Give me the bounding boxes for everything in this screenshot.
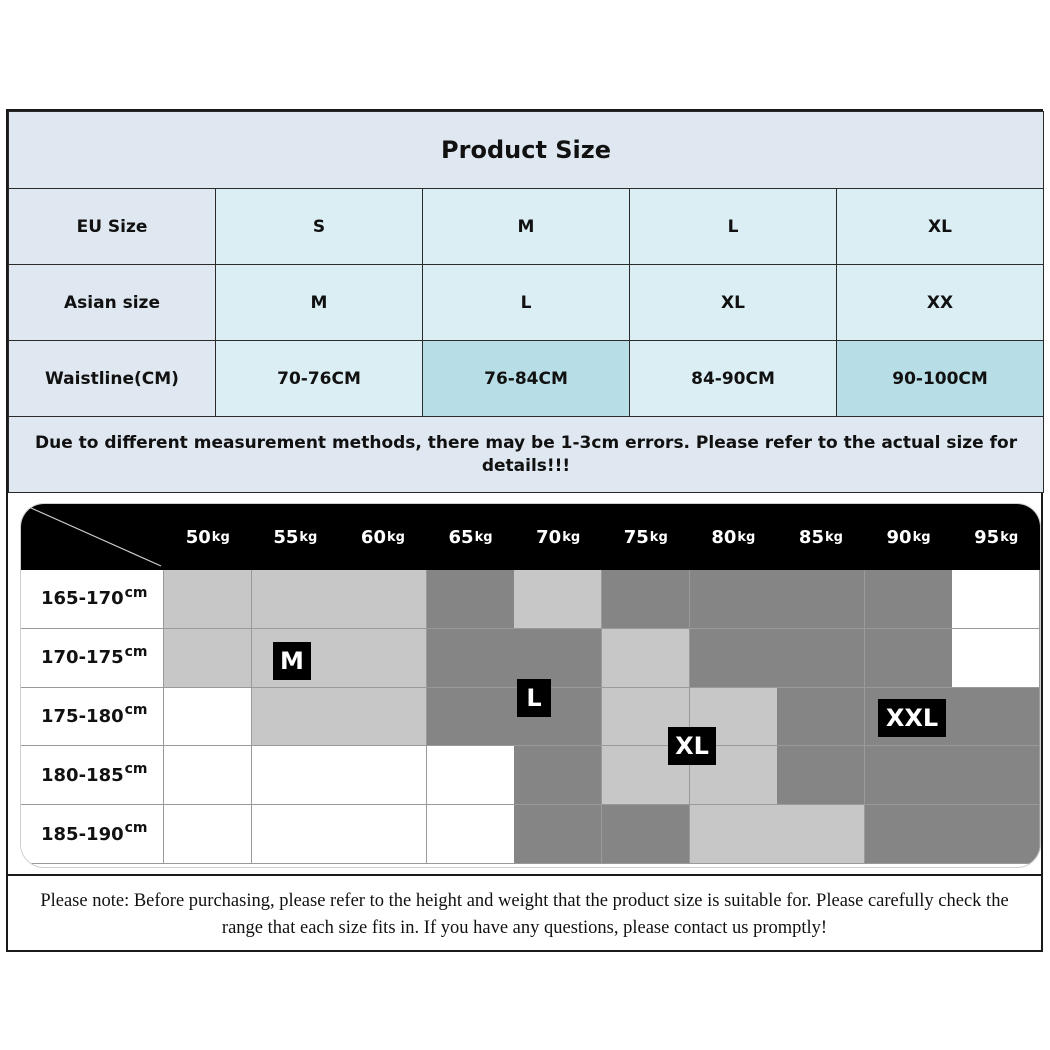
weight-header-85: 85 kg: [798, 526, 843, 548]
height-unit: cm: [124, 584, 148, 601]
weight-header-75: 75 kg: [623, 526, 668, 548]
grid-cell: [514, 746, 602, 805]
weight-header-55: 55 kg: [273, 526, 318, 548]
table-cell: M: [216, 265, 423, 341]
grid-cell: [164, 570, 252, 629]
table-cell: 84-90CM: [630, 341, 837, 417]
grid-cell: [952, 688, 1040, 747]
chart-header: [21, 504, 1040, 570]
grid-cell: [252, 746, 340, 805]
grid-cell: [339, 629, 427, 688]
table-cell: L: [423, 265, 630, 341]
height-unit: cm: [124, 702, 148, 719]
weight-unit: kg: [737, 529, 756, 545]
height-row-label: 180-185 cm: [21, 746, 164, 805]
product-size-table: [8, 111, 1044, 493]
grid-cell: [952, 746, 1040, 805]
size-label-xl: XL: [668, 727, 716, 765]
table-row-eu-size: [9, 189, 1044, 265]
measurement-note: Due to different measurement methods, there may be 1-3cm errors. Please refer to the actual size for details!!!: [9, 417, 1044, 493]
grid-cell: [164, 805, 252, 864]
size-label-l: L: [517, 679, 551, 717]
weight-unit: kg: [386, 529, 405, 545]
table-cell: 70-76CM: [216, 341, 423, 417]
weight-unit: kg: [562, 529, 581, 545]
weight-header-90: 90 kg: [886, 526, 931, 548]
grid-cell: [164, 746, 252, 805]
grid-cell: [339, 570, 427, 629]
grid-cell: [690, 570, 778, 629]
grid-cell: [252, 688, 340, 747]
grid-cell: [427, 570, 515, 629]
height-row-label: 170-175 cm: [21, 629, 164, 688]
weight-unit: kg: [474, 529, 493, 545]
row-label: Waistline(CM): [9, 341, 216, 417]
size-label-m: M: [273, 642, 311, 680]
corner-diagonal-icon: [21, 504, 164, 570]
grid-cell: [777, 629, 865, 688]
table-cell: 90-100CM: [837, 341, 1044, 417]
height-unit: cm: [124, 643, 148, 660]
grid-cell: [427, 688, 515, 747]
grid-cell: [339, 688, 427, 747]
grid-cell: [777, 688, 865, 747]
table-cell: XL: [837, 189, 1044, 265]
table-cell: XX: [837, 265, 1044, 341]
grid-cell: [164, 688, 252, 747]
grid-cell: [339, 805, 427, 864]
weight-unit: kg: [1000, 529, 1019, 545]
weight-header-60: 60 kg: [360, 526, 405, 548]
grid-cell: [865, 570, 953, 629]
grid-cell: [252, 570, 340, 629]
grid-cell: [865, 629, 953, 688]
weight-header-80: 80 kg: [711, 526, 756, 548]
table-row-asian-size: [9, 265, 1044, 341]
height-row-label: 165-170 cm: [21, 570, 164, 629]
grid-cell: [427, 746, 515, 805]
grid-cell: [777, 805, 865, 864]
table-cell: 76-84CM: [423, 341, 630, 417]
grid-cell: [865, 805, 953, 864]
grid-cell: [690, 805, 778, 864]
weight-header-50: 50 kg: [185, 526, 230, 548]
weight-header-70: 70 kg: [536, 526, 581, 548]
table-cell: L: [630, 189, 837, 265]
grid-cell: [952, 629, 1040, 688]
grid-cell: [777, 746, 865, 805]
table-row-waistline: [9, 341, 1044, 417]
weight-unit: kg: [912, 529, 931, 545]
grid-cell: [602, 805, 690, 864]
grid-cell: [514, 805, 602, 864]
grid-cell: [952, 570, 1040, 629]
grid-cell: [427, 805, 515, 864]
weight-unit: kg: [649, 529, 668, 545]
grid-cell: [777, 570, 865, 629]
weight-header-65: 65 kg: [448, 526, 493, 548]
row-label: Asian size: [9, 265, 216, 341]
grid-cell: [514, 570, 602, 629]
grid-cell: [690, 629, 778, 688]
weight-header-95: 95 kg: [974, 526, 1019, 548]
grid-cell: [164, 629, 252, 688]
grid-cell: [252, 805, 340, 864]
size-chart-frame: [6, 109, 1043, 952]
grid-cell: [339, 746, 427, 805]
height-row-label: 175-180 cm: [21, 688, 164, 747]
weight-unit: kg: [824, 529, 843, 545]
height-row-label: 185-190 cm: [21, 805, 164, 864]
height-unit: cm: [124, 761, 148, 778]
row-label: EU Size: [9, 189, 216, 265]
table-title: Product Size: [9, 112, 1044, 189]
bottom-note: Please note: Before purchasing, please refer to the height and weight that the product size is suitable for. Please carefully check the range that each size fits in. If you have any questions, please contact us promptly!: [8, 874, 1041, 952]
table-cell: M: [423, 189, 630, 265]
table-cell: S: [216, 189, 423, 265]
table-cell: XL: [630, 265, 837, 341]
height-weight-chart: [20, 503, 1041, 868]
grid-cell: [865, 746, 953, 805]
grid-cell: [602, 570, 690, 629]
size-label-xxl: XXL: [878, 699, 946, 737]
height-unit: cm: [124, 820, 148, 837]
weight-unit: kg: [299, 529, 318, 545]
grid-cell: [427, 629, 515, 688]
weight-unit: kg: [211, 529, 230, 545]
grid-cell: [602, 629, 690, 688]
grid-cell: [952, 805, 1040, 864]
